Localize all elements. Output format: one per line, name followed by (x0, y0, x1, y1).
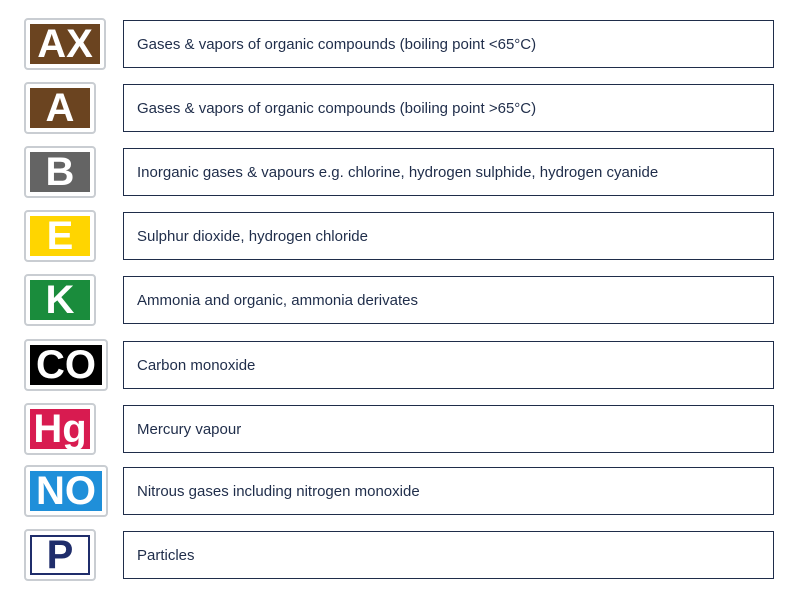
badge-code: AX (37, 22, 93, 66)
badge-code: K (45, 278, 75, 322)
badge-e (26, 212, 94, 260)
badge-fill (30, 152, 90, 192)
badge-co (26, 341, 106, 389)
legend-description: Nitrous gases including nitrogen monoxide (123, 467, 774, 515)
badge-code: Hg (33, 407, 87, 451)
badge-fill (30, 409, 90, 449)
legend-description: Gases & vapors of organic compounds (boiling point <65°C) (123, 20, 774, 68)
badge-code: NO (36, 469, 96, 513)
legend-row-co (0, 341, 800, 391)
badge-fill (30, 216, 90, 256)
badge-fill (30, 345, 102, 385)
badge-fill (30, 535, 90, 575)
badge-code: CO (36, 343, 96, 387)
legend-description: Ammonia and organic, ammonia derivates (123, 276, 774, 324)
badge-fill (30, 24, 100, 64)
legend-description: Carbon monoxide (123, 341, 774, 389)
legend-description: Mercury vapour (123, 405, 774, 453)
badge-a (26, 84, 94, 132)
legend-row-hg (0, 405, 800, 455)
legend-description: Gases & vapors of organic compounds (boiling point >65°C) (123, 84, 774, 132)
legend-row-no (0, 467, 800, 517)
badge-fill (30, 471, 102, 511)
badge-b (26, 148, 94, 196)
badge-p (26, 531, 94, 579)
legend-description: Sulphur dioxide, hydrogen chloride (123, 212, 774, 260)
legend-row-b (0, 148, 800, 198)
legend-description: Particles (123, 531, 774, 579)
legend-row-k (0, 276, 800, 326)
badge-code: E (46, 214, 74, 258)
legend-row-e (0, 212, 800, 262)
badge-fill (30, 88, 90, 128)
badge-fill (30, 280, 90, 320)
legend-description: Inorganic gases & vapours e.g. chlorine, hydrogen sulphide, hydrogen cyanide (123, 148, 774, 196)
badge-ax (26, 20, 104, 68)
badge-hg (26, 405, 94, 453)
badge-code: B (45, 150, 75, 194)
badge-k (26, 276, 94, 324)
badge-no (26, 467, 106, 515)
legend-row-p (0, 531, 800, 581)
legend-row-a (0, 84, 800, 134)
badge-code: A (45, 86, 75, 130)
legend-row-ax (0, 20, 800, 70)
badge-code: P (46, 533, 74, 577)
